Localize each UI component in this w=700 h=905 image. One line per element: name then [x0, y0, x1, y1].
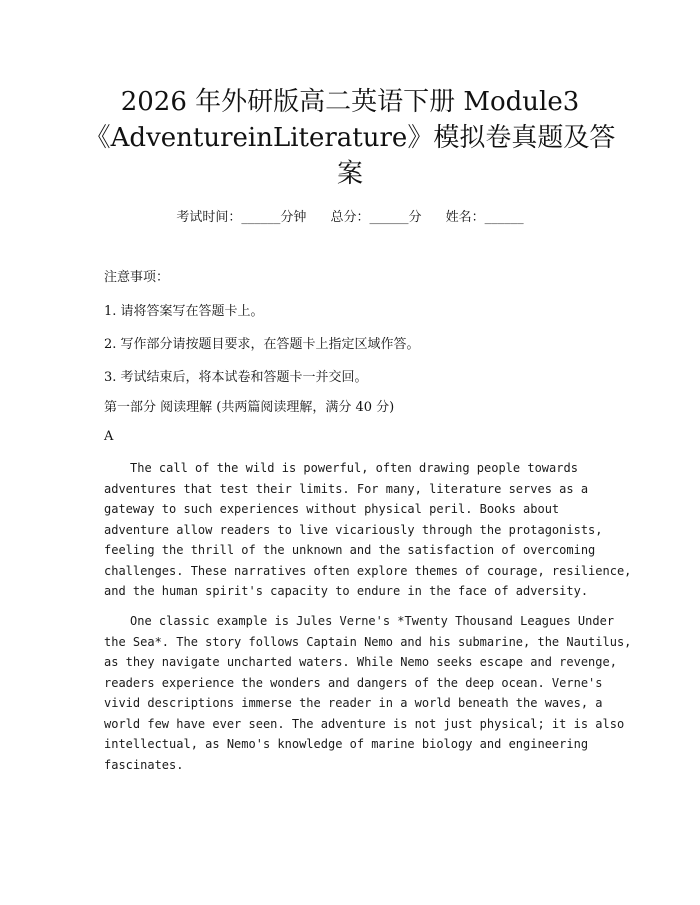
paragraph-line: adventure allow readers to live vicariously through the protagonists, — [104, 522, 603, 537]
paragraph-line: One classic example is Jules Verne's *Twenty Thousand Leagues Under — [130, 614, 615, 628]
notice-item-3: 3. 考试结束后，将本试卷和答题卡一并交回。 — [104, 370, 368, 385]
notice-item-2: 2. 写作部分请按题目要求，在答题卡上指定区域作答。 — [104, 337, 420, 352]
paragraph-line: fascinates. — [104, 757, 184, 772]
exam-time-field: 考试时间：______分钟 — [176, 210, 307, 225]
total-score-field: 总分：______分 — [330, 210, 422, 225]
paragraph-line: challenges. These narratives often explore themes of courage, resilience, — [104, 563, 632, 578]
student-name-field: 姓名：______ — [445, 210, 524, 225]
title-line-3: 案 — [336, 159, 363, 189]
paragraph-line: world few have ever seen. The adventure is not just physical; it is also — [104, 716, 625, 731]
paragraph-line: and the human spirit's capacity to endure in the face of adversity. — [104, 584, 589, 598]
paragraph-line: the Sea*. The story follows Captain Nemo and his submarine, the Nautilus, — [104, 634, 632, 649]
document-title — [60, 84, 640, 192]
paragraph-line: vivid descriptions immerse the reader in a world beneath the waves, a — [104, 696, 603, 710]
notice-item-1: 1. 请将答案写在答题卡上。 — [104, 304, 264, 319]
paragraph-line: The call of the wild is powerful, often drawing people towards — [130, 461, 578, 475]
paragraph-line: gateway to such experiences without physical peril. Books about — [104, 502, 560, 516]
title-line-1: 2026 年外研版高二英语下册 Module3 — [120, 87, 580, 117]
title-line-2: 《AdventureinLiterature》模拟卷真题及答 — [84, 123, 616, 153]
passage-paragraph-2 — [104, 611, 632, 775]
paragraph-line: as they navigate uncharted waters. While Nemo seeks escape and revenge, — [104, 655, 617, 669]
section-heading: 第一部分 阅读理解 (共两篇阅读理解，满分 40 分) — [104, 400, 395, 415]
exam-info-line — [0, 206, 700, 225]
paragraph-line: readers experience the wonders and dangers of the deep ocean. Verne's — [104, 675, 603, 690]
paragraph-line: intellectual, as Nemo's knowledge of marine biology and engineering — [104, 737, 589, 751]
passage-paragraph-1 — [104, 458, 632, 602]
passage-label: A — [104, 429, 114, 444]
paragraph-line: feeling the thrill of the unknown and the satisfaction of overcoming — [104, 543, 596, 557]
notice-heading: 注意事项： — [104, 270, 170, 285]
paragraph-line: adventures that test their limits. For many, literature serves as a — [104, 481, 589, 496]
